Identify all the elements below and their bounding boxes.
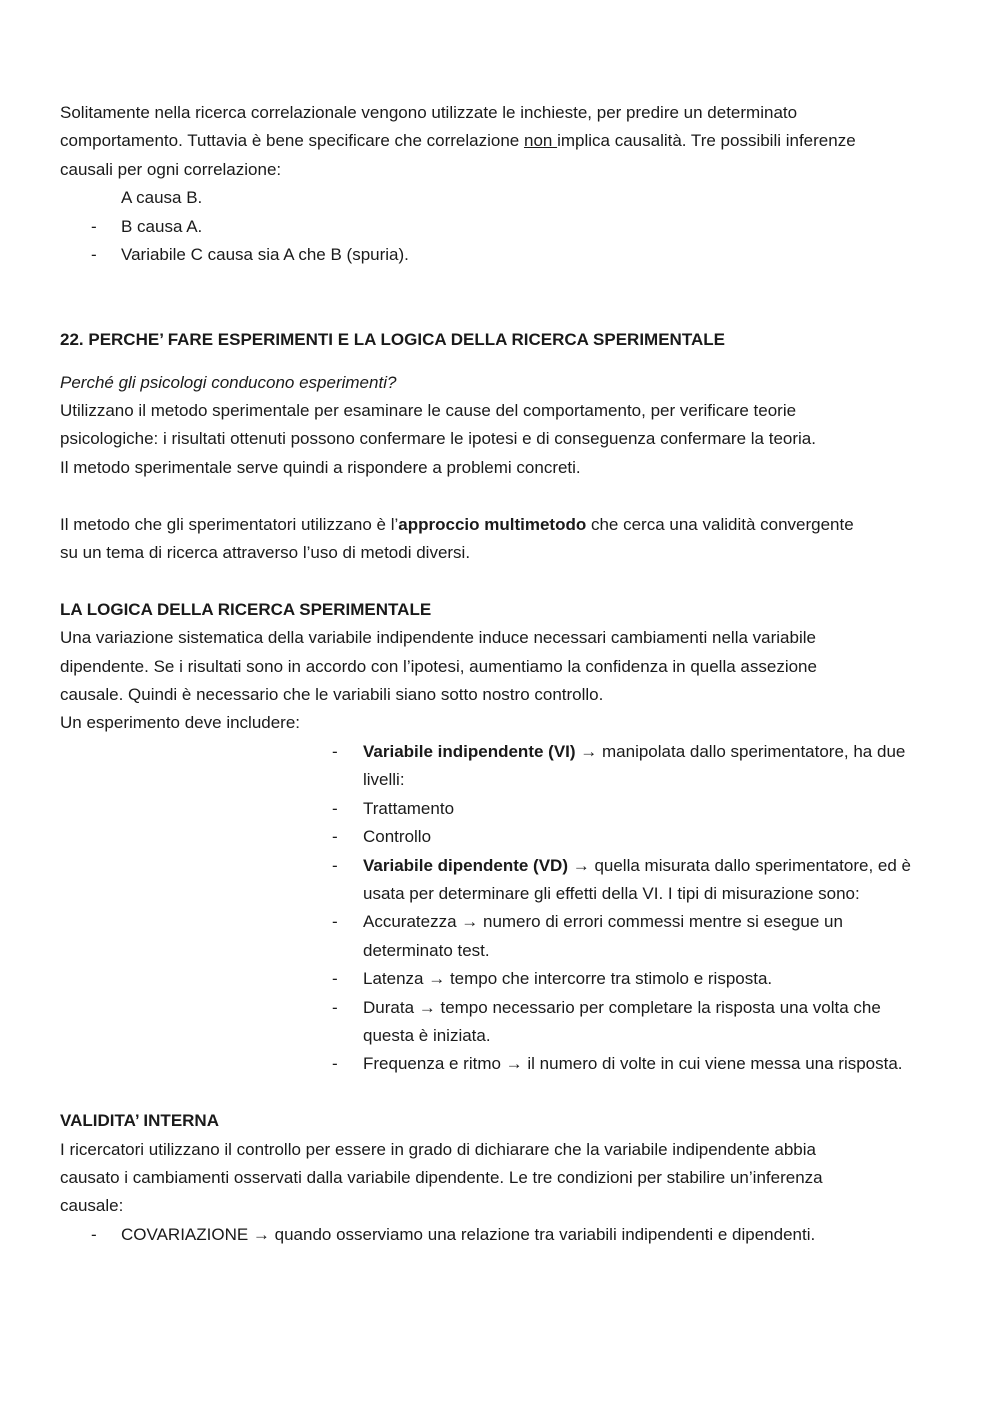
bullet-dash: - — [332, 798, 338, 818]
text-span: → quella misurata dallo sperimentatore, ed è usata per determinare gli effetti della VI. I tipi di misurazione sono: — [363, 855, 912, 903]
paragraph-line: causale. Quindi è necessario che le variabili siano sotto nostro controllo. — [60, 685, 604, 705]
paragraph-line: causale: — [60, 1196, 124, 1216]
list-item — [332, 908, 930, 965]
paragraph-line: psicologiche: i risultati ottenuti possono confermare le ipotesi e di conseguenza confermare la teoria. — [60, 429, 816, 449]
paragraph-line: causali per ogni correlazione: — [60, 159, 282, 179]
bold-term: approccio multimetodo — [398, 514, 587, 534]
paragraph-line: dipendente. Se i risultati sono in accordo con l’ipotesi, aumentiamo la confidenza in quella assezione — [60, 656, 817, 676]
bullet-dash: - — [332, 1054, 338, 1074]
list-item — [332, 1050, 930, 1078]
text-span: → manipolata dallo sperimentatore, ha due livelli: — [363, 741, 906, 790]
experiment-components-list — [60, 738, 930, 1079]
list-item — [332, 795, 930, 823]
paragraph-line: Solitamente nella ricerca correlazionale vengono utilizzate le inchieste, per predire un determinato — [60, 103, 798, 122]
list-item-text: Controllo — [363, 827, 432, 847]
list-item — [332, 965, 930, 993]
document-page — [60, 99, 930, 1249]
text-span: comportamento. Tuttavia è bene specificare che correlazione — [60, 131, 524, 151]
list-item-text — [363, 738, 930, 795]
text-span: implica causalità. Tre possibili inferenze — [557, 131, 856, 151]
paragraph-line — [60, 127, 930, 155]
list-item-text — [363, 852, 930, 909]
paragraph-line: I ricercatori utilizzano il controllo per essere in grado di dichiarare che la variabile indipendente abbia — [60, 1139, 816, 1159]
list-item-text: Latenza → tempo che intercorre tra stimolo e risposta. — [363, 969, 773, 989]
list-item-text: Frequenza e ritmo → il numero di volte in cui viene messa una risposta. — [363, 1054, 903, 1074]
section-heading: VALIDITA’ INTERNA — [60, 1111, 219, 1131]
bullet-dash: - — [91, 245, 97, 265]
section-heading: LA LOGICA DELLA RICERCA SPERIMENTALE — [60, 599, 432, 619]
list-item — [332, 738, 930, 795]
list-item — [332, 994, 930, 1051]
paragraph-line: Il metodo sperimentale serve quindi a rispondere a problemi concreti. — [60, 457, 581, 477]
list-item-text: B causa A. — [121, 216, 203, 236]
list-item — [332, 823, 930, 851]
list-item — [60, 1221, 930, 1249]
bullet-dash: - — [332, 855, 338, 875]
list-item-text: COVARIAZIONE → quando osserviamo una relazione tra variabili indipendenti e dipendenti. — [121, 1224, 816, 1244]
paragraph-line: Utilizzano il metodo sperimentale per esaminare le cause del comportamento, per verificare teorie — [60, 401, 797, 421]
paragraph-line — [60, 511, 930, 539]
list-item-text: Variabile C causa sia A che B (spuria). — [121, 245, 409, 265]
underlined-text: non — [523, 131, 558, 151]
paragraph-line: Una variazione sistematica della variabile indipendente induce necessari cambiamenti nella variabile — [60, 628, 816, 648]
list-item — [332, 852, 930, 909]
bullet-dash: - — [332, 969, 338, 989]
bold-term: Variabile dipendente (VD) — [363, 855, 568, 875]
bullet-dash: - — [332, 912, 338, 932]
list-item-text: Trattamento — [363, 798, 455, 818]
bullet-dash: - — [91, 216, 97, 236]
list-item — [60, 241, 930, 269]
text-span: Il metodo che gli sperimentatori utilizzano è l’ — [60, 514, 399, 534]
bold-term: Variabile indipendente (VI) — [363, 741, 576, 761]
bullet-dash: - — [332, 741, 338, 761]
paragraph-line: Un esperimento deve includere: — [60, 713, 301, 733]
list-item-text: Accuratezza → numero di errori commessi mentre si esegue un determinato test. — [363, 912, 843, 960]
bullet-dash: - — [332, 827, 338, 847]
paragraph-line: causato i cambiamenti osservati dalla variabile dipendente. Le tre condizioni per stabilire un’inferenza — [60, 1167, 823, 1187]
list-item-text: Durata → tempo necessario per completare la risposta una volta che questa è iniziata. — [363, 997, 881, 1045]
text-span: che cerca una validità convergente — [586, 514, 854, 534]
section-question: Perché gli psicologi conducono esperimenti? — [60, 372, 397, 392]
list-item — [60, 213, 930, 241]
paragraph-line: su un tema di ricerca attraverso l’uso di metodi diversi. — [60, 543, 471, 563]
bullet-dash: - — [332, 997, 338, 1017]
section-heading: 22. PERCHE’ FARE ESPERIMENTI E LA LOGICA DELLA RICERCA SPERIMENTALE — [60, 330, 725, 350]
bullet-dash: - — [91, 1224, 97, 1244]
list-item: A causa B. — [121, 188, 203, 208]
